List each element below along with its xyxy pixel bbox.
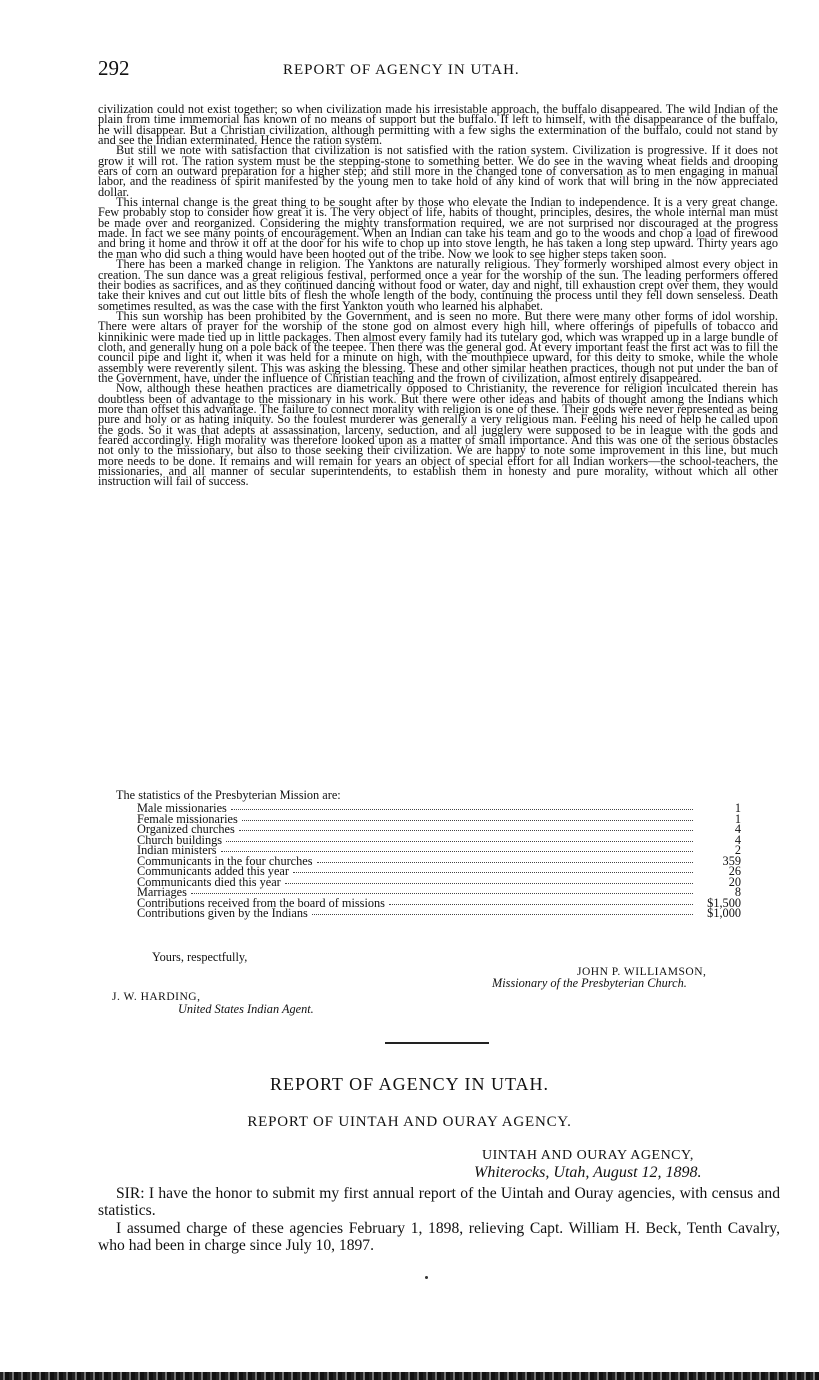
leader-dots bbox=[221, 851, 693, 852]
scan-edge bbox=[0, 1372, 819, 1380]
leader-dots bbox=[226, 841, 693, 842]
signer-title: Missionary of the Presbyterian Church. bbox=[492, 976, 687, 990]
stat-label: Marriages bbox=[137, 885, 187, 900]
stat-label: Church buildings bbox=[137, 832, 223, 847]
section-title: REPORT OF AGENCY IN UTAH. bbox=[270, 1074, 549, 1094]
stat-row bbox=[137, 832, 741, 847]
running-head: REPORT OF AGENCY IN UTAH. bbox=[283, 62, 520, 78]
stat-value: 1 bbox=[734, 811, 741, 826]
leader-dots bbox=[239, 830, 693, 831]
stat-label: Communicants died this year bbox=[137, 874, 281, 889]
stat-label: Male missionaries bbox=[137, 801, 227, 815]
report-paragraph: SIR: I have the honor to submit my first annual report of the Uintah and Ouray agencies, with census and statistics. bbox=[98, 1185, 780, 1220]
stat-value: $1,500 bbox=[707, 895, 741, 910]
stat-value: 8 bbox=[734, 885, 741, 900]
leader-dots bbox=[312, 914, 693, 915]
leader-dots bbox=[285, 883, 693, 884]
stat-label: Communicants in the four churches bbox=[137, 853, 313, 868]
page-number: 292 bbox=[98, 56, 130, 80]
body-paragraph: This sun worship has been prohibited by the Government, and is seen no more. But there were many other forms of idol worship. There were altars of prayer for the worship of the stone god on almost every high hill, where offerings of pipefulls of tobacco and kinnikinic were made tied up in little packages. Then almost every family had its tutelary god, which was wrapped up in a large bundle of cloth, and generally hung on a pole back of the teepee. Then there was the general god. At every important feast the first act was to fill the council pipe and light it, when it was held for a minute on high, with the mouthpiece upward, for this deity to smoke, while the whole assembly were reverently silent. This was asking the blessing. These and other similar heathen practices, though not put under the ban of the Government, have, under the influence of Christian teaching and the frown of civilization, almost entirely disappeared. bbox=[98, 308, 778, 385]
agency-date: Whiterocks, Utah, August 12, 1898. bbox=[474, 1164, 702, 1181]
leader-dots bbox=[231, 809, 693, 810]
body-paragraph: This internal change is the great thing to be sought after by those who elevate the Indian to independence. It is a very great change. Few probably stop to consider how great it is. The very object of life, habits of thought, principles, desires, the whole internal man must be made over and reorganized. Considering the mighty transformation required, we are not surprised nor discouraged at the progress made. In fact we see many points of encouragement. When an Indian can take his team and go to the woods and chop a load of firewood and bring it home and throw it off at the door for his wife to chop up into stove length, he has taken a long step upward. Thirty years ago the man who did such a thing would have been hooted out of the tribe. Now we look to see higher steps taken soon. bbox=[98, 195, 778, 261]
stat-value: 26 bbox=[728, 864, 741, 879]
leader-dots bbox=[389, 904, 693, 905]
stat-value: 1 bbox=[734, 801, 741, 815]
stat-label: Contributions given by the Indians bbox=[137, 906, 308, 921]
stat-label: Contributions received from the board of missions bbox=[137, 895, 385, 910]
report-paragraph: I assumed charge of these agencies February 1, 1898, relieving Capt. William H. Beck, Tenth Cavalry, who had been in charge since July 10, 1897. bbox=[98, 1219, 780, 1255]
page-header bbox=[98, 56, 778, 86]
leader-dots bbox=[293, 872, 693, 873]
section-subtitle: REPORT OF UINTAH AND OURAY AGENCY. bbox=[247, 1114, 572, 1130]
signer-name: JOHN P. WILLIAMSON, bbox=[577, 966, 707, 978]
stat-row bbox=[137, 908, 741, 919]
statistics-table bbox=[137, 803, 741, 919]
leader-dots bbox=[242, 820, 693, 821]
stat-value: 20 bbox=[728, 874, 741, 889]
stat-value: $1,000 bbox=[707, 906, 741, 921]
section-divider bbox=[385, 1042, 489, 1044]
stats-intro: The statistics of the Presbyterian Mission are: bbox=[116, 788, 341, 802]
leader-dots bbox=[317, 862, 693, 863]
stat-value: 4 bbox=[734, 822, 741, 837]
body-paragraph: There has been a marked change in religion. The Yanktons are naturally religious. They formerly worshiped almost every object in creation. The sun dance was a great religious festival, performed once a year for the worship of the sun. The leading performers offered their bodies as sacrifices, and as they continued dancing without food or water, day and night, till exhaustion crept over them, they would take their knives and cut out little bits of flesh the whole length of the body, continuing the process until they fell down senseless. Death sometimes resulted, as was the case with the first Yankton youth who learned his alphabet. bbox=[98, 257, 778, 313]
letter-body bbox=[98, 104, 778, 487]
print-speck bbox=[425, 1276, 428, 1279]
stat-value: 4 bbox=[734, 832, 741, 847]
leader-dots bbox=[191, 893, 693, 894]
report-body bbox=[98, 1185, 780, 1255]
stat-value: 2 bbox=[734, 843, 741, 858]
body-paragraph: civilization could not exist together; so when civilization made his irresistable approach, the buffalo disappeared. The wild Indian of the plain from time immemorial has known of no means of support but the buffalo. If left to himself, with the disappearance of the buffalo, he will disappear. But a Christian civilization, although permitting with a few sighs the extermination of the buffalo, could not stand by and see the Indian exterminated. Hence the ration system. bbox=[98, 102, 778, 148]
body-paragraph: But still we note with satisfaction that civilization is not satisfied with the ration system. Civilization is progressive. If it does not grow it will rot. The ration system must be the stepping-stone to something better. We do see in the waving wheat fields and drooping ears of corn an outward preparation for a higher step; and still more in the changed tone of conversation as to men engaging in manual labor, and the readiness of spirit manifested by the young men to take hold of any kind of work that will bring in the now appreciated dollar. bbox=[98, 143, 778, 199]
agent-name: J. W. HARDING, bbox=[112, 991, 201, 1003]
closing-salutation: Yours, respectfully, bbox=[152, 950, 248, 964]
stat-label: Female missionaries bbox=[137, 811, 238, 826]
stat-label: Communicants added this year bbox=[137, 864, 289, 879]
stat-value: 359 bbox=[722, 853, 741, 868]
agency-heading: UINTAH AND OURAY AGENCY, bbox=[482, 1148, 694, 1163]
stat-row bbox=[137, 874, 741, 889]
body-paragraph: Now, although these heathen practices are diametrically opposed to Christianity, the reverence for religion inculcated therein has doubtless been of advantage to the missionary in his work. But there were other ideas and habits of thought among the Indians which more than offset this advantage. The failure to connect morality with religion is one of these. Their gods were never represented as being pure and holy or as hating iniquity. So the foulest murderer was generally a very religious man. Feeling his need of help he called upon the gods. So it was that adepts at assassination, larceny, seduction, and all jugglery were supposed to be in league with the gods and feared accordingly. High morality was therefore looked upon as a matter of small importance. And this was one of the serious obstacles not only to the missionary, but also to those seeking their civilization. We are happy to note some improvement in this line, but much more needs to be done. It remains and will remain for years an object of special effort for all Indian workers—the school-teachers, the missionaries, and all manner of secular superintendents, to establish them in honesty and pure morality, without which all other instruction will fail of success. bbox=[98, 381, 778, 489]
stat-row bbox=[137, 824, 741, 835]
agent-title: United States Indian Agent. bbox=[178, 1002, 314, 1016]
stat-label: Indian ministers bbox=[137, 843, 217, 858]
stat-label: Organized churches bbox=[137, 822, 235, 837]
